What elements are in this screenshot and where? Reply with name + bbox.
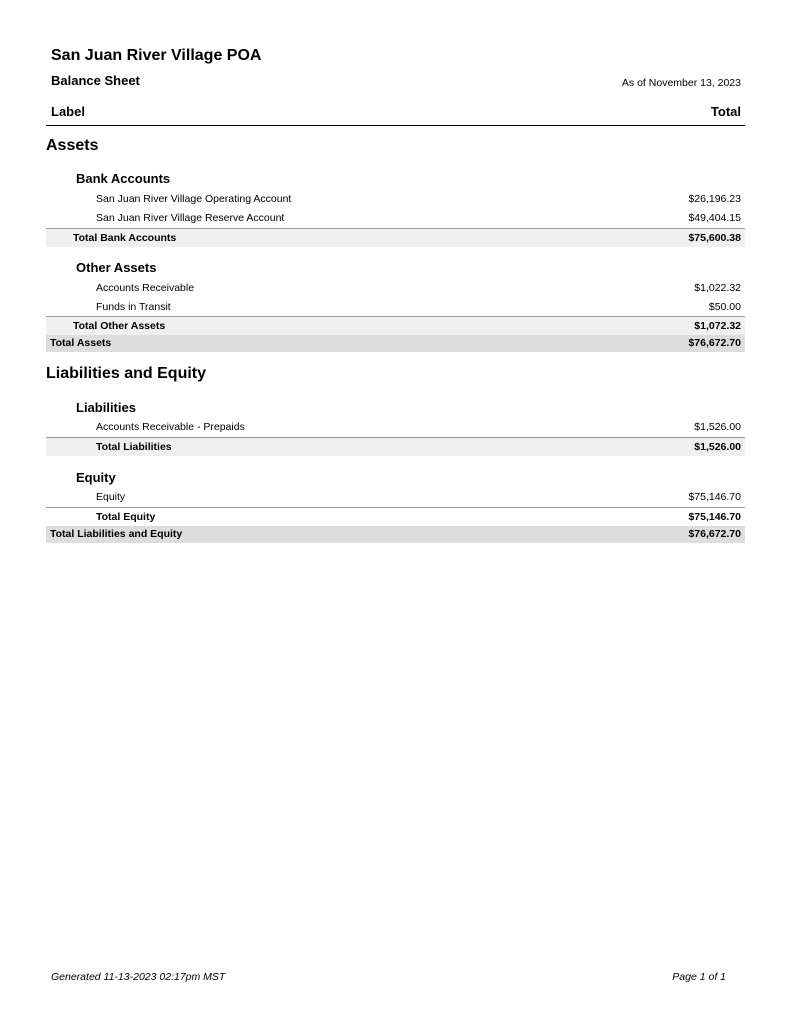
equity-heading: Equity	[76, 470, 116, 485]
subtotal-amount: $75,146.70	[688, 511, 741, 523]
line-item	[46, 209, 745, 228]
line-item-label: San Juan River Village Operating Account	[96, 193, 292, 205]
total-amount: $76,672.70	[688, 528, 741, 540]
generated-timestamp: Generated 11-13-2023 02:17pm MST	[51, 971, 226, 983]
line-item	[46, 298, 745, 317]
line-item-label: Accounts Receivable - Prepaids	[96, 421, 245, 433]
other-assets-heading: Other Assets	[76, 260, 157, 275]
total-other-assets-row	[46, 316, 745, 335]
line-item-label: Funds in Transit	[96, 301, 171, 313]
total-liabilities-row	[46, 437, 745, 456]
bank-accounts-heading: Bank Accounts	[76, 171, 171, 186]
total-equity-row	[46, 507, 745, 526]
subtotal-label: Total Liabilities	[96, 441, 172, 453]
line-item-amount: $50.00	[708, 301, 741, 313]
total-bank-accounts-row	[46, 228, 745, 247]
line-item	[46, 190, 745, 209]
subtotal-amount: $75,600.38	[688, 232, 741, 244]
line-item-amount: $1,022.32	[694, 282, 741, 294]
column-header-row	[46, 100, 745, 126]
total-label: Total Assets	[50, 337, 112, 349]
total-label: Total Liabilities and Equity	[50, 528, 183, 540]
total-column-header: Total	[710, 104, 741, 119]
line-item-label: Accounts Receivable	[96, 282, 195, 294]
line-item	[46, 279, 745, 298]
liabilities-heading: Liabilities	[76, 400, 136, 415]
subtotal-label: Total Bank Accounts	[73, 232, 177, 244]
report-date: As of November 13, 2023	[621, 77, 741, 89]
total-liabilities-equity-row	[46, 526, 745, 543]
subtotal-label: Total Equity	[96, 511, 156, 523]
line-item-label: Equity	[96, 491, 126, 503]
liabilities-equity-heading: Liabilities and Equity	[46, 365, 207, 382]
line-item-amount: $75,146.70	[688, 491, 741, 503]
line-item-label: San Juan River Village Reserve Account	[96, 212, 285, 224]
line-item	[46, 488, 745, 507]
line-item-amount: $1,526.00	[694, 421, 741, 433]
subtotal-amount: $1,526.00	[694, 441, 741, 453]
report-title: Balance Sheet	[51, 73, 140, 88]
assets-heading: Assets	[46, 137, 99, 154]
subtotal-amount: $1,072.32	[694, 320, 741, 332]
subtotal-label: Total Other Assets	[73, 320, 166, 332]
line-item	[46, 418, 745, 437]
page-number: Page 1 of 1	[672, 971, 726, 983]
total-amount: $76,672.70	[688, 337, 741, 349]
label-column-header: Label	[51, 104, 85, 119]
organization-title: San Juan River Village POA	[51, 47, 262, 64]
total-assets-row	[46, 335, 745, 352]
line-item-amount: $26,196.23	[688, 193, 741, 205]
line-item-amount: $49,404.15	[688, 212, 741, 224]
